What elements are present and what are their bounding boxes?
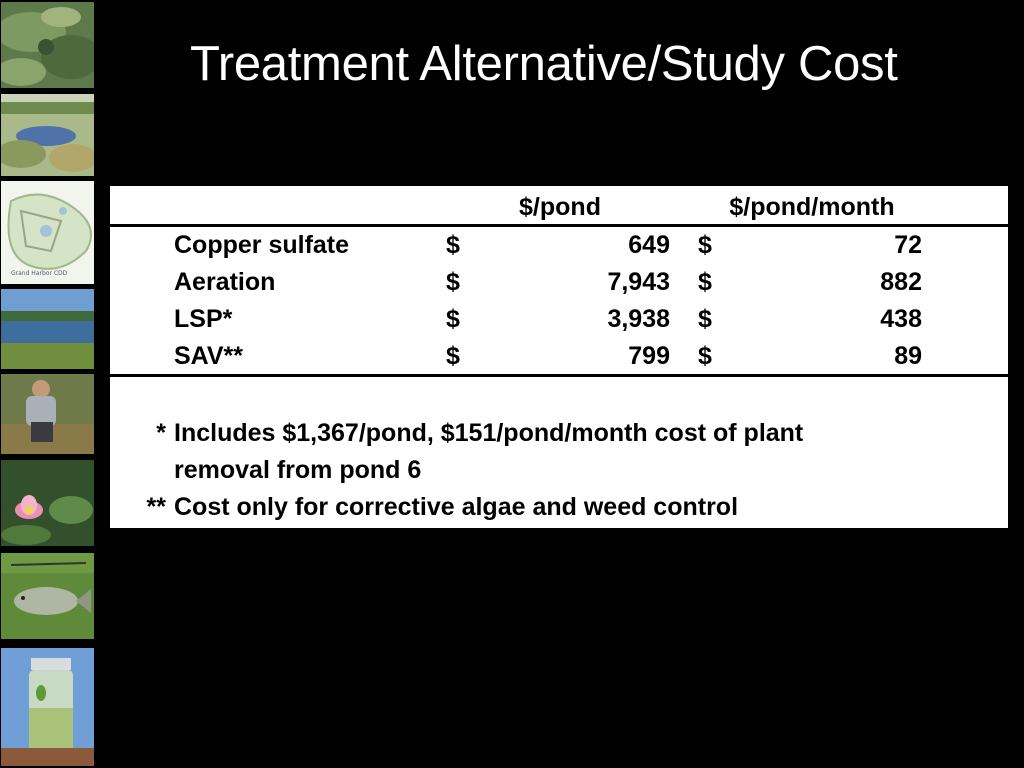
footnote-text: Cost only for corrective algae and weed control bbox=[174, 493, 739, 521]
currency-symbol: $ bbox=[698, 231, 712, 259]
site-map-thumbnail bbox=[1, 181, 94, 284]
lake-landscape-photo bbox=[1, 289, 94, 369]
fish-photo bbox=[1, 553, 94, 639]
overgrown-pond-photo bbox=[1, 94, 94, 176]
currency-symbol: $ bbox=[698, 268, 712, 296]
currency-symbol: $ bbox=[446, 231, 460, 259]
header-per-pond: $/pond bbox=[519, 193, 601, 221]
water-lily-photo bbox=[1, 460, 94, 546]
worker-sampling-photo bbox=[1, 374, 94, 454]
footnote-text: Includes $1,367/pond, $151/pond/month cost of plant bbox=[174, 419, 804, 447]
per-pond-value: 3,938 bbox=[607, 305, 670, 333]
table-bottom-rule bbox=[110, 374, 1008, 377]
footnote-mark: * bbox=[156, 419, 166, 447]
header-rule bbox=[110, 224, 1008, 227]
currency-symbol: $ bbox=[446, 342, 460, 370]
photo-sidebar bbox=[0, 0, 96, 768]
per-pond-value: 7,943 bbox=[607, 268, 670, 296]
row-label: LSP* bbox=[174, 305, 233, 333]
header-per-pond-month: $/pond/month bbox=[729, 193, 895, 221]
per-month-value: 89 bbox=[894, 342, 922, 370]
per-pond-value: 649 bbox=[628, 231, 670, 259]
map-caption: Grand Harbor CDD bbox=[11, 270, 68, 277]
row-label: SAV** bbox=[174, 342, 244, 370]
row-label: Copper sulfate bbox=[174, 231, 350, 259]
cost-table-panel bbox=[110, 186, 1008, 528]
per-month-value: 72 bbox=[894, 231, 922, 259]
currency-symbol: $ bbox=[446, 268, 460, 296]
row-label: Aeration bbox=[174, 268, 276, 296]
pond-algae-photo bbox=[1, 2, 94, 88]
currency-symbol: $ bbox=[698, 342, 712, 370]
water-sample-jar-photo bbox=[1, 648, 94, 766]
per-month-value: 438 bbox=[880, 305, 922, 333]
per-month-value: 882 bbox=[880, 268, 922, 296]
footnote-mark: ** bbox=[146, 493, 166, 521]
currency-symbol: $ bbox=[446, 305, 460, 333]
footnote-text: removal from pond 6 bbox=[174, 456, 422, 484]
per-pond-value: 799 bbox=[628, 342, 670, 370]
currency-symbol: $ bbox=[698, 305, 712, 333]
slide-title: Treatment Alternative/Study Cost bbox=[190, 37, 898, 91]
